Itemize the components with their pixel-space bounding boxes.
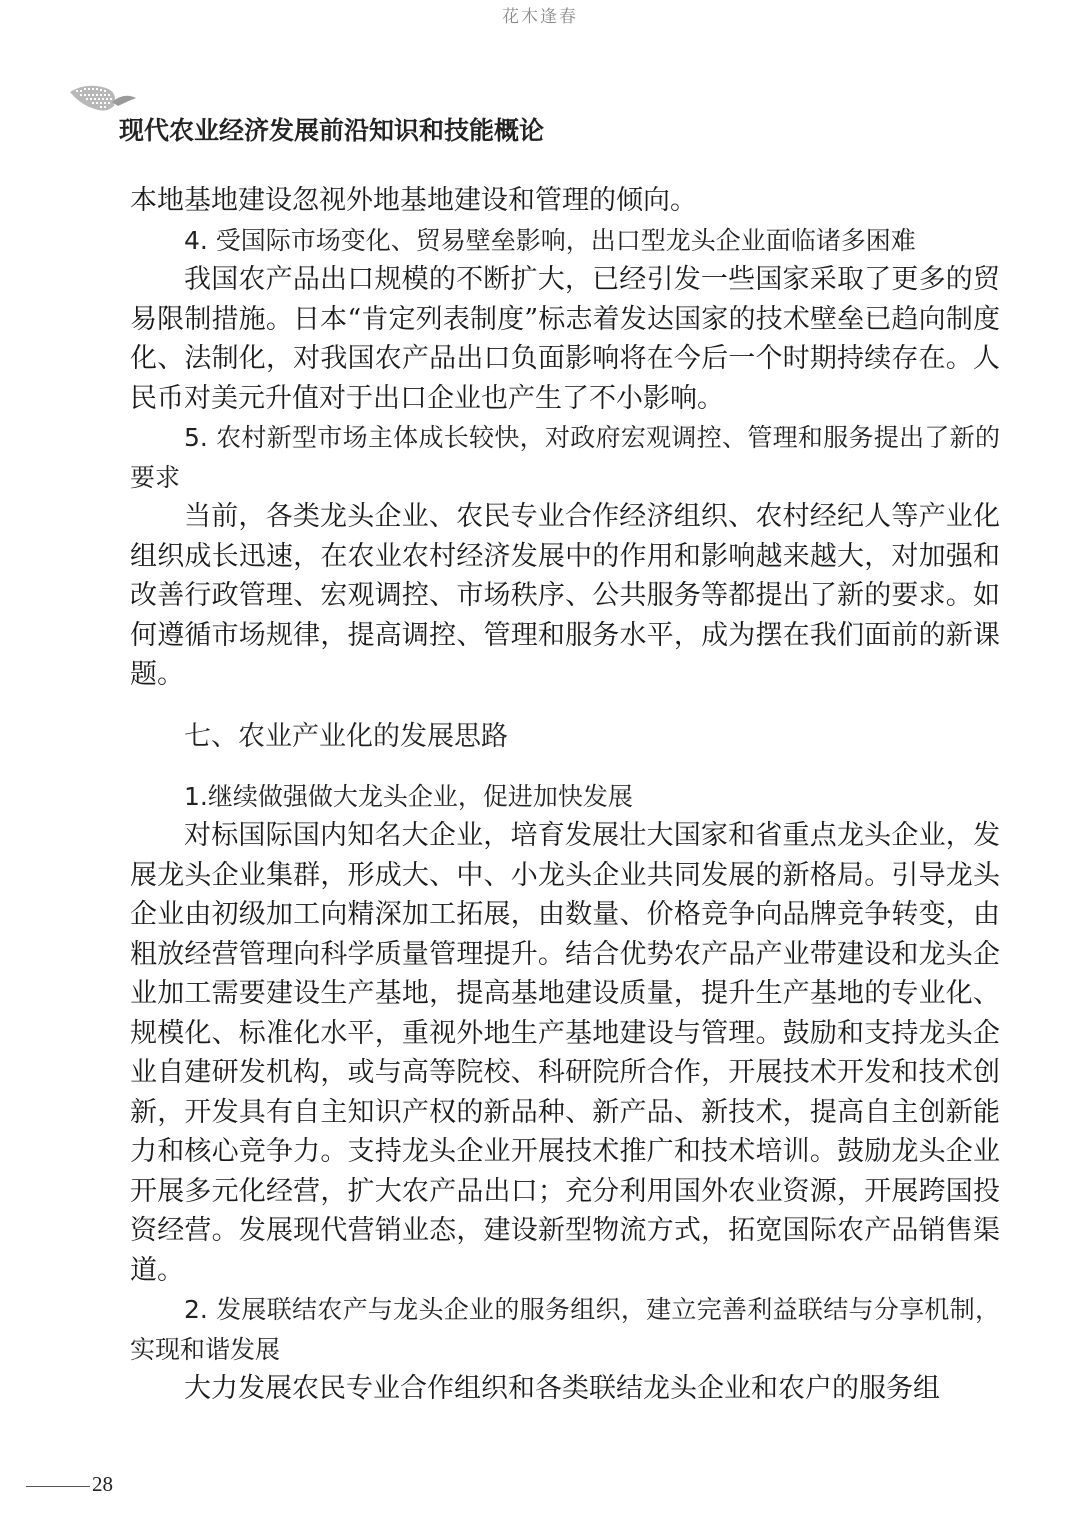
subheading-4: 4. 受国际市场变化、贸易壁垒影响，出口型龙头企业面临诸多困难 [184, 225, 916, 255]
paragraph-7-1: 对标国际国内知名大企业，培育发展壮大国家和省重点龙头企业，发展龙头企业集群，形成大、中、小龙头企业共同发展的新格局。引导龙头企业由初级加工向精深加工拓展，由数量、价格竞争向品牌竞争转变，由粗放经营管理向科学质量管理提升。结合优势农产品产业带建设和龙头企业加工需要建设生产基地，提高基地建设质量，提升生产基地的专业化、规模化、标准化水平，重视外地生产基地建设与管理。鼓励和支持龙头企业自建研发机构，或与高等院校、科研院所合作，开展技术开发和技术创新，开发具有自主知识产权的新品种、新产品、新技术，提高自主创新能力和核心竞争力。支持龙头企业开展技术推广和技术培训。鼓励龙头企业开展多元化经营，扩大农产品出口；充分利用国外农业资源，开展跨国投资经营。发展现代营销业态，建设新型物流方式，拓宽国际农产品销售渠道。 [130, 820, 1000, 1286]
subheading-7-1: 1.继续做强做大龙头企业，促进加快发展 [184, 781, 633, 811]
page-number: 28 [92, 1472, 113, 1496]
paragraph-7-2: 大力发展农民专业合作组织和各类联结龙头企业和农户的服务组 [184, 1373, 940, 1404]
section-heading-7: 七、农业产业化的发展思路 [184, 720, 508, 752]
watermark: 花木逢春 [502, 7, 578, 27]
paragraph-5: 当前，各类龙头企业、农民专业合作经济组织、农村经纪人等产业化组织成长迅速，在农业农村经济发展中的作用和影响越来越大，对加强和改善行政管理、宏观调控、市场秩序、公共服务等都提出了新的要求。如何遵循市场规律，提高调控、管理和服务水平，成为摆在我们面前的新课题。 [130, 501, 1000, 690]
subheading-5: 5. 农村新型市场主体成长较快，对政府宏观调控、管理和服务提出了新的要求 [130, 423, 1000, 492]
paragraph-4: 我国农产品出口规模的不断扩大，已经引发一些国家采取了更多的贸易限制措施。日本“肯定列表制度”标志着发达国家的技术壁垒已趋向制度化、法制化，对我国农产品出口负面影响将在今后一个时期持续存在。人民币对美元升值对于出口企业也产生了不小影响。 [130, 264, 1000, 414]
footer-rule [26, 1486, 90, 1487]
running-header-title: 现代农业经济发展前沿知识和技能概论 [119, 116, 545, 145]
page-body [130, 181, 1000, 1409]
paragraph-continued: 本地基地建设忽视外地基地建设和管理的倾向。 [130, 185, 697, 216]
subheading-7-2: 2. 发展联结农产与龙头企业的服务组织，建立完善利益联结与分享机制，实现和谐发展 [130, 1295, 1000, 1364]
